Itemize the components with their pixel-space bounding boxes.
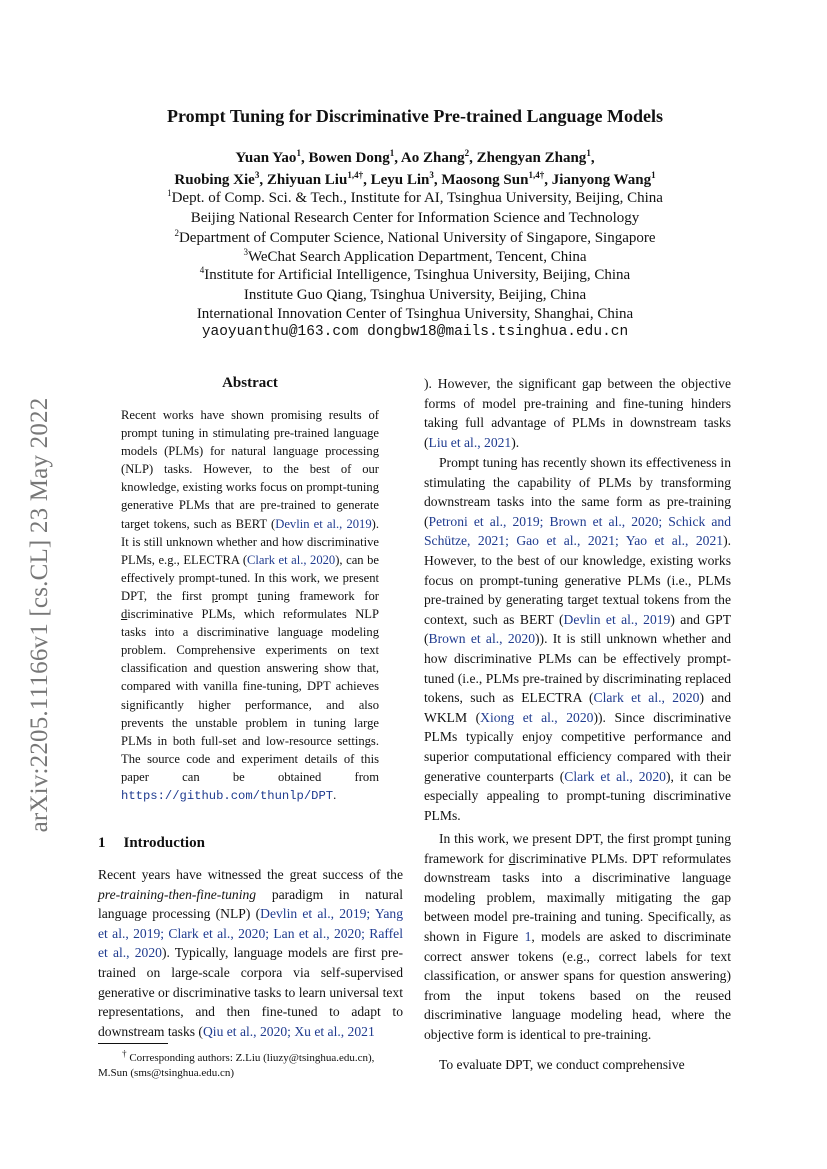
intro-paragraph-1: Recent years have witnessed the great success of the pre-training-then-fine-tuning paradigm in natural language processing (NLP) (Devlin et al., 2019; Yang et al., 2019; Clark et al., 2020; Lan et al., 2020; Raffel et al., 2020). Typically, language models are first pre-trained on large-scale corpora via self-supervised generative or discriminative tasks to learn universal text representations, and then fine-tuned to adapt to downstream tasks (Qiu et al., 2020; Xu et al., 2021	[98, 867, 404, 1039]
footnote: † Corresponding authors: Z.Liu (liuzy@tsinghua.edu.cn), M.Sun (sms@tsinghua.edu.cn)	[98, 1048, 375, 1079]
github-link[interactable]: https://github.com/thunlp/DPT	[121, 788, 334, 803]
author: Bowen Dong$^1$	[308, 148, 395, 166]
citation-link[interactable]: Clark et al., 2020	[564, 768, 666, 784]
citation-link[interactable]: Qiu et al., 2020; Xu et al., 2021	[202, 1023, 375, 1039]
author: Leyu Lin$^3$	[370, 170, 434, 188]
citation-link[interactable]: Xiong et al., 2020	[480, 709, 594, 725]
affiliation: $^2$Department of Computer Science, National University of Singapore, Singapore	[174, 228, 656, 246]
author: Ruobing Xie$^3$	[174, 170, 260, 188]
intro-paragraph-2: Prompt tuning has recently shown its effectiveness in stimulating the capability of PLMs by transforming downstream tasks into the same form as pre-training (Petroni et al., 2019; Brown et al., 2020; Schick and Schütze, 2021; Gao et al., 2021; Yao et al., 2021). However, to the best of our knowledge, existing works focus on prompt-tuning generative PLMs (i.e., PLMs pre-trained by generating target textual tokens from the context, such as BERT (Devlin et al., 2019) and GPT (Brown et al., 2020)). It is still unknown whether and how discriminative PLMs can be effectively prompt-tuned (i.e., PLMs pre-trained by discriminating replaced tokens, such as ELECTRA (Clark et al., 2020) and WKLM (Xiong et al., 2020)). Since discriminative PLMs typically enjoy competitive performance and superior computational efficiency compared with their generative counterparts (Clark et al., 2020), it can be especially appealing to prompt-tuning discriminative PLMs.	[424, 455, 731, 823]
intro-paragraph-3: In this work, we present DPT, the first prompt tuning framework for discriminative PLMs. DPT reformulates downstream tasks into a discriminative language modeling problem, maximally mitigating the gap between model pre-training and tuning. Specifically, as shown in Figure 1, models are asked to discriminate correct answer tokens (e.g., correct labels for text classification, or answer spans for question answering) from the input tokens based on the reused discriminative language modeling head, where the objective form is identical to pre-training.	[424, 831, 732, 1042]
author-line-2: Ruobing Xie$^3$, Zhiyuan Liu$^{1,4\dagger}$, Leyu Lin$^3$, Maosong Sun$^{1,4\dagger}$, Jianyong Wang$^1$	[174, 170, 656, 188]
affiliation: $^1$Dept. of Comp. Sci. & Tech., Institute for AI, Tsinghua University, Beijing, China	[167, 188, 663, 206]
citation-link[interactable]: Petroni et al., 2019; Brown et al., 2020; Schick and Schütze, 2021; Gao et al., 2021; Yao et al., 2021	[424, 513, 731, 549]
author: Ao Zhang$^2$	[400, 148, 470, 166]
intro-paragraph-1-continued: ). However, the significant gap between the objective forms of model pre-training and fine-tuning hinders taking full advantage of PLMs in downstream tasks (Liu et al., 2021).	[424, 376, 731, 450]
citation-link[interactable]: Clark et al., 2020	[247, 552, 336, 567]
paper-title: Prompt Tuning for Discriminative Pre-trained Language Models	[166, 106, 663, 126]
citation-link[interactable]: Devlin et al., 2019	[563, 611, 671, 627]
author: Yuan Yao$^1$	[235, 148, 301, 166]
figure-reference-link[interactable]: 1	[524, 928, 532, 944]
intro-paragraph-4: To evaluate DPT, we conduct comprehensive	[439, 1057, 685, 1072]
author: Maosong Sun$^{1,4\dagger}$	[441, 170, 545, 188]
arxiv-sidebar	[20, 355, 60, 875]
arxiv-identifier: arXiv:2205.11166v1 [cs.CL] 23 May 2022	[26, 397, 53, 833]
abstract-heading: Abstract	[222, 375, 278, 391]
footnote-rule	[98, 1043, 168, 1044]
author-line-1: Yuan Yao$^1$, Bowen Dong$^1$, Ao Zhang$^2$, Zhengyan Zhang$^1$,	[235, 148, 595, 166]
citation-link[interactable]: Liu et al., 2021	[428, 434, 512, 450]
author-emails: yaoyuanthu@163.com dongbw18@mails.tsinghua.edu.cn	[201, 324, 629, 340]
citation-link[interactable]: Brown et al., 2020	[428, 631, 536, 647]
affiliation: $^4$Institute for Artificial Intelligence, Tsinghua University, Beijing, China	[199, 265, 631, 283]
author: Jianyong Wang$^1$	[551, 170, 656, 188]
affiliation: $^3$WeChat Search Application Department, Tencent, China	[243, 247, 587, 265]
affiliation: Beijing National Research Center for Information Science and Technology	[190, 210, 640, 226]
section-heading-introduction: 1 Introduction	[98, 835, 205, 851]
citation-link[interactable]: Devlin et al., 2019	[275, 516, 372, 531]
citation-link[interactable]: Clark et al., 2020	[593, 690, 700, 706]
affiliation: International Innovation Center of Tsinghua University, Shanghai, China	[196, 306, 634, 322]
citation-link[interactable]: Devlin et al., 2019; Yang et al., 2019; Clark et al., 2020; Lan et al., 2020; Raffel et al., 2020	[98, 906, 403, 961]
abstract-body: Recent works have shown promising results of prompt tuning in stimulating pre-trained language models (PLMs) for natural language processing (NLP) tasks. However, to the best of our knowledge, existing works focus on prompt-tuning generative PLMs that are pre-trained to generate target tokens, such as BERT (Devlin et al., 2019). It is still unknown whether and how discriminative PLMs, e.g., ELECTRA (Clark et al., 2020), can be effectively prompt-tuned. In this work, we present DPT, the first prompt tuning framework for discriminative PLMs, which reformulates NLP tasks into a discriminative language modeling problem. Comprehensive experiments on text classification and question answering show that, compared with vanilla fine-tuning, DPT achieves significantly higher performance, and also prevents the unstable problem in tuning large PLMs in both full-set and low-resource settings. The source code and experiment details of this paper can be obtained from https://github.com/thunlp/DPT.	[121, 408, 379, 803]
author: Zhiyuan Liu$^{1,4\dagger}$	[266, 170, 364, 188]
author: Zhengyan Zhang$^1$	[476, 148, 591, 166]
affiliation: Institute Guo Qiang, Tsinghua University, Beijing, China	[243, 287, 587, 303]
